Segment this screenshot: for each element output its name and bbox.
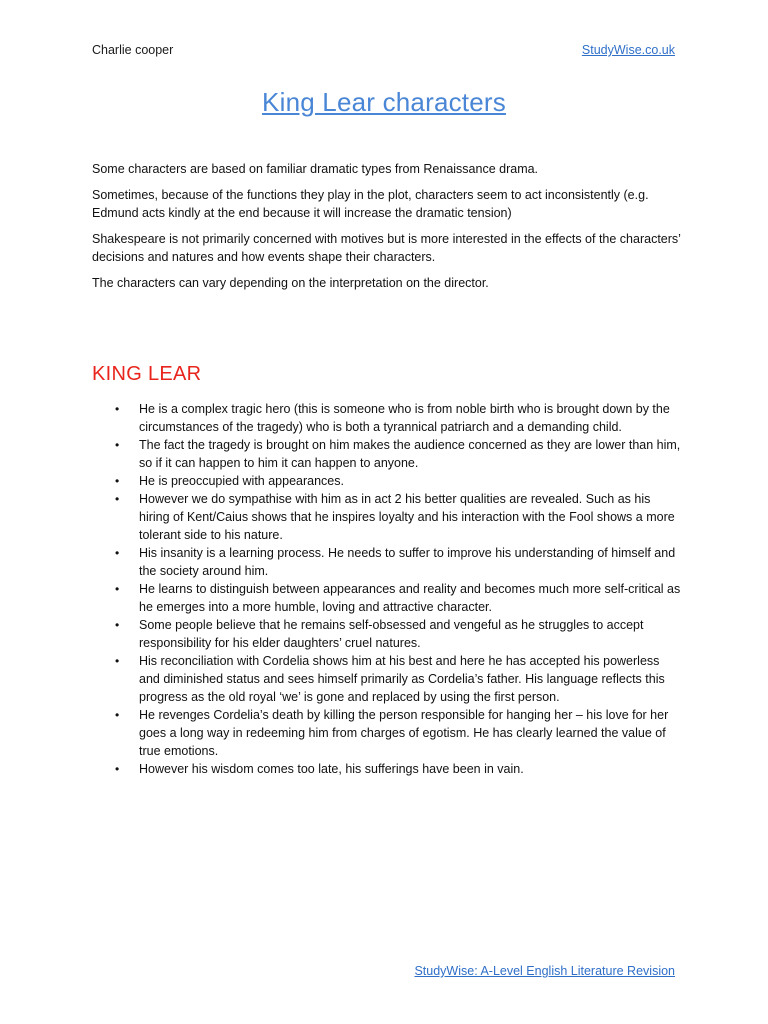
intro-paragraph: Sometimes, because of the functions they play in the plot, characters seem to act inconsistently (e.g. Edmund acts kindly at the end because it will increase the dramatic tension): [92, 188, 649, 220]
intro-paragraph: Some characters are based on familiar dramatic types from Renaissance drama.: [92, 162, 539, 176]
list-item: [92, 490, 682, 544]
list-item: [92, 652, 682, 706]
list-item-text: However we do sympathise with him as in act 2 his better qualities are revealed. Such as his hiring of Kent/Caius shows that he inspires loyalty and his interaction with the Fool shows a more tolerant side to his nature.: [139, 492, 675, 542]
bullet-icon: •: [115, 438, 120, 452]
intro-section: [92, 160, 682, 300]
list-item-text: However his wisdom comes too late, his sufferings have been in vain.: [139, 762, 524, 776]
list-item-text: His reconciliation with Cordelia shows him at his best and here he has accepted his powerless and diminished status and sees himself primarily as Cordelia’s father. His language reflects this progress as the old royal ‘we’ is gone and replaced by using the first person.: [139, 654, 665, 704]
bullet-icon: •: [115, 582, 120, 596]
list-item: [92, 400, 682, 436]
bullet-icon: •: [115, 708, 120, 722]
list-item-text: He is a complex tragic hero (this is someone who is from noble birth who is brought down by the circumstances of the tragedy) who is both a tyrannical patriarch and a demanding child.: [139, 402, 670, 434]
page-title: King Lear characters: [262, 87, 506, 117]
bullet-icon: •: [115, 402, 120, 416]
header-author: Charlie cooper: [92, 43, 174, 57]
intro-paragraph: The characters can vary depending on the interpretation on the director.: [92, 276, 489, 290]
bullet-icon: •: [115, 492, 120, 506]
list-item: [92, 472, 682, 490]
list-item: [92, 544, 682, 580]
list-item-text: His insanity is a learning process. He needs to suffer to improve his understanding of himself and the society around him.: [139, 546, 676, 578]
intro-paragraph: Shakespeare is not primarily concerned with motives but is more interested in the effects of the characters’ decisions and natures and how events shape their characters.: [92, 232, 681, 264]
bullet-icon: •: [115, 762, 120, 776]
bullet-icon: •: [115, 546, 120, 560]
list-item-text: He learns to distinguish between appearances and reality and becomes much more self-critical as he emerges into a more humble, loving and attractive character.: [139, 582, 681, 614]
bullet-icon: •: [115, 654, 120, 668]
list-item-text: Some people believe that he remains self-obsessed and vengeful as he struggles to accept responsibility for his elder daughters’ cruel natures.: [139, 618, 644, 650]
footer-link[interactable]: StudyWise: A-Level English Literature Revision: [414, 964, 675, 978]
list-item-text: He is preoccupied with appearances.: [139, 474, 344, 488]
bullet-list: [92, 400, 682, 778]
list-item: [92, 760, 682, 778]
list-item-text: He revenges Cordelia’s death by killing the person responsible for hanging her – his love for her goes a long way in redeeming him from charges of egotism. He has clearly learned the value of true emotions.: [139, 708, 669, 758]
header-site-link[interactable]: StudyWise.co.uk: [581, 43, 675, 57]
bullet-icon: •: [115, 618, 120, 632]
bullet-icon: •: [115, 474, 120, 488]
list-item-text: The fact the tragedy is brought on him makes the audience concerned as they are lower than him, so if it can happen to him it can happen to anyone.: [139, 438, 681, 470]
section-heading: KING LEAR: [92, 363, 202, 385]
list-item: [92, 580, 682, 616]
list-item: [92, 706, 682, 760]
list-item: [92, 616, 682, 652]
list-item: [92, 436, 682, 472]
